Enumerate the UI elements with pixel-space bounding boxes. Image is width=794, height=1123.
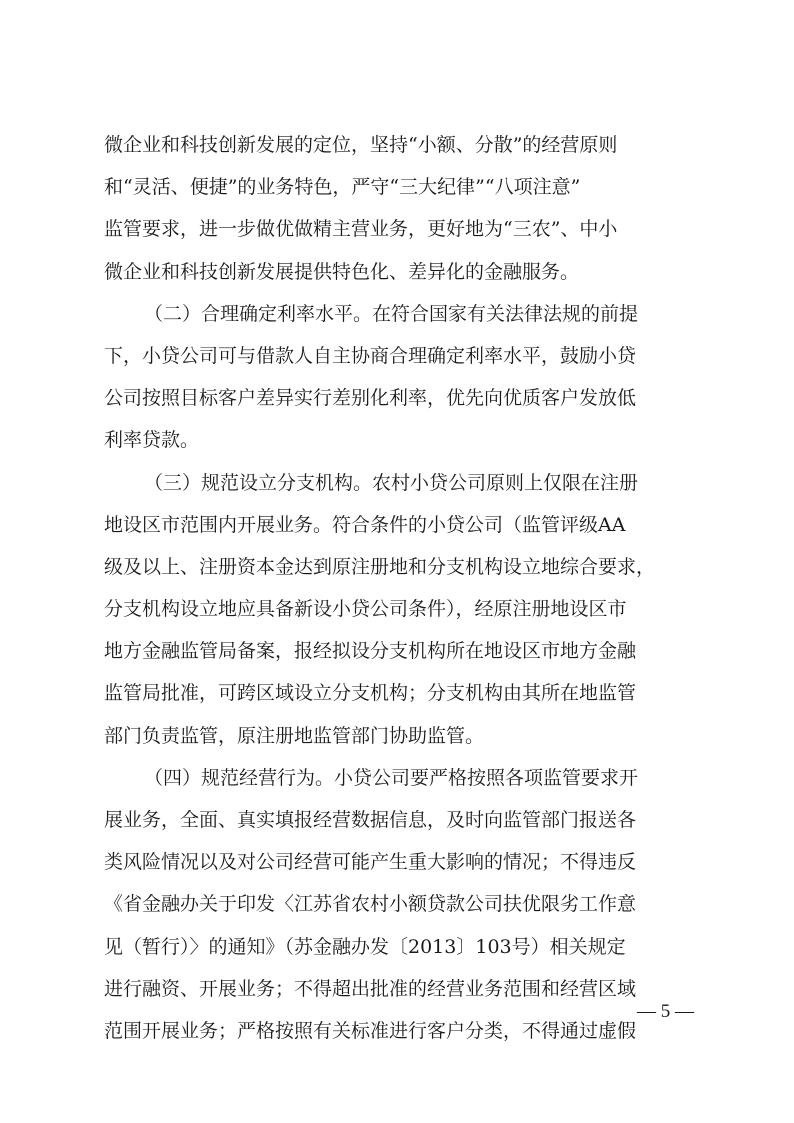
text-line: 展业务，全面、真实填报经营数据信息，及时向监管部门报送各: [104, 809, 637, 831]
text-line: 公司按照目标客户差异实行差别化利率，优先向优质客户发放低: [104, 387, 637, 410]
section-heading-line: （三）规范设立分支机构。农村小贷公司原则上仅限在注册: [144, 471, 639, 494]
text-line: 见（暂行）〉的通知》（苏金融办发〔2013〕103号）相关规定: [104, 935, 626, 958]
text-line: 和“灵活、便捷”的业务特色，严守“三大纪律”“八项注意”: [104, 176, 581, 199]
text-line: 监管要求，进一步做优做精主营业务，更好地为“三农”、中小: [104, 218, 618, 241]
text-line: 部门负责监管，原注册地监管部门协助监管。: [104, 724, 485, 747]
section-heading-line: （四）规范经营行为。小贷公司要严格按照各项监管要求开: [144, 766, 639, 789]
text-line: 范围开展业务；严格按照有关标准进行客户分类，不得通过虚假: [104, 1019, 637, 1042]
text-line: 类风险情况以及对公司经营可能产生重大影响的情况；不得违反: [104, 851, 637, 874]
text-line: 微企业和科技创新发展提供特色化、差异化的金融服务。: [104, 260, 580, 283]
text-line: 监管局批准，可跨区域设立分支机构；分支机构由其所在地监管: [104, 682, 637, 705]
text-line: 利率贷款。: [104, 429, 200, 452]
section-heading-line: （二）合理确定利率水平。在符合国家有关法律法规的前提: [144, 302, 639, 325]
text-line: 级及以上、注册资本金达到原注册地和分支机构设立地综合要求，: [104, 555, 656, 578]
body-text: [104, 124, 694, 1052]
text-line: 地设区市范围内开展业务。符合条件的小贷公司（监管评级AA: [104, 513, 626, 536]
text-line: 《省金融办关于印发〈江苏省农村小额贷款公司扶优限劣工作意: [104, 893, 637, 916]
text-line: 分支机构设立地应具备新设小贷公司条件），经原注册地设区市: [104, 598, 627, 621]
text-line: 进行融资、开展业务；不得超出批准的经营业务范围和经营区域: [104, 977, 637, 1000]
text-line: 地方金融监管局备案，报经拟设分支机构所在地设区市地方金融: [104, 640, 637, 663]
text-line: 微企业和科技创新发展的定位，坚持“小额、分散”的经营原则: [104, 134, 618, 156]
page-number: — 5 —: [637, 1001, 694, 1022]
text-line: 下，小贷公司可与借款人自主协商合理确定利率水平，鼓励小贷: [104, 344, 637, 367]
